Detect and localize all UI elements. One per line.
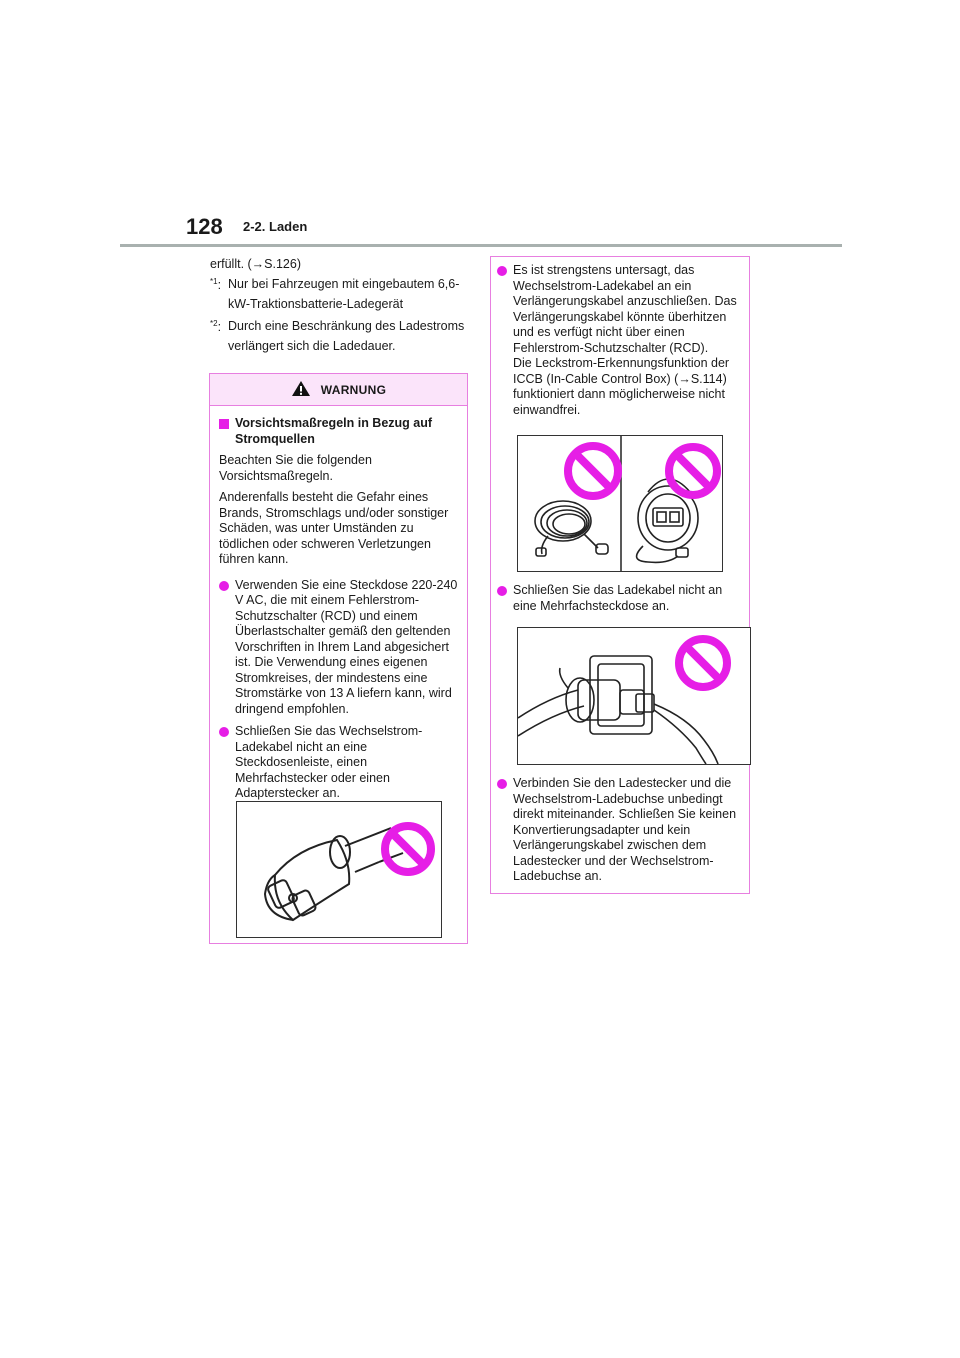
bullet-text: Schließen Sie das Ladekabel nicht an eine Mehrfachsteckdose an. <box>513 583 723 613</box>
section-title: 2-2. Laden <box>243 219 308 234</box>
warning-body <box>210 406 467 802</box>
bullet-row <box>497 583 745 614</box>
warning-header <box>210 374 467 406</box>
footnote-2 <box>210 316 472 356</box>
bullet-row <box>497 263 745 418</box>
multi-socket-figure <box>517 627 751 765</box>
page-number: 128 <box>186 214 223 239</box>
warning-heading <box>219 416 458 447</box>
circle-bullet-icon <box>497 586 507 596</box>
intro-line: erfüllt. (→S.126) <box>210 257 302 271</box>
footnote-mark: $^{*2}$: <box>210 319 222 335</box>
right-bullet-2 <box>497 583 745 621</box>
extension-cord-figure <box>517 435 723 572</box>
warning-para: Anderenfalls besteht die Gefahr eines Brands, Stromschlags und/oder sonstiger Schäden, was unter Umständen zu tödlichen oder schweren Verletzungen führen kann. <box>219 490 449 566</box>
warning-title: WARNUNG <box>320 382 387 397</box>
bullet-text-main: Es ist strengstens untersagt, das Wechselstrom-Ladekabel an ein Verlängerungskabel anzuschließen. Das Verlängerungskabel könnte überhitzen und es verfügt nicht über einen Fehlerstrom-Schutzschalter (RCD). <box>513 263 737 355</box>
bullet-text: Verbinden Sie den Ladestecker und die Wechselstrom-Ladebuchse unbedingt direkt miteinander. Schließen Sie keinen Konvertierungsadapter und kein Verlängerungskabel zwischen dem Ladestecker und der Wechselstrom-Ladebuchse an. <box>513 776 737 883</box>
right-bullet-1 <box>497 263 745 425</box>
bullet-row <box>497 776 745 885</box>
right-bullet-3 <box>497 776 745 892</box>
footnote-1 <box>210 274 472 314</box>
bullet-text: Verwenden Sie eine Steckdose 220-240 V AC, die mit einem Fehlerstrom-Schutzschalter (RCD) und einem Überlastschalter gemäß den geltenden Vorschriften in Ihrem Land abgesichert ist. Die Verwendung eines eigenen Stromkreises, der mindestens eine Stromstärke von 13 A liefern kann, wird dringend empfohlen. <box>235 577 458 716</box>
prohibition-icon <box>568 446 618 496</box>
footnote-text: Durch eine Beschränkung des Ladestroms verlängert sich die Ladedauer. <box>228 319 465 353</box>
intro-text <box>210 256 472 356</box>
adapter-plug-figure <box>236 801 442 938</box>
circle-bullet-icon <box>219 581 229 591</box>
prohibition-icon <box>679 639 727 687</box>
warning-heading-text: Vorsichtsmaßregeln in Bezug auf Stromquellen <box>235 416 433 446</box>
warning-para: Beachten Sie die folgenden Vorsichtsmaßregeln. <box>219 453 372 483</box>
bullet-text <box>513 263 745 418</box>
footnote-mark: $^{*1}$: <box>210 277 222 293</box>
footnote-text: Nur bei Fahrzeugen mit eingebautem 6,6-kW-Traktionsbatterie-Ladegerät <box>228 277 460 311</box>
prohibition-icon <box>669 447 717 495</box>
warning-bullet <box>219 578 458 718</box>
warning-triangle-icon <box>291 380 311 400</box>
bullet-text: Schließen Sie das Wechselstrom-Ladekabel nicht an eine Steckdosenleiste, einen Mehrfachstecker oder einen Adapterstecker an. <box>235 724 423 800</box>
prohibition-icon <box>385 826 431 872</box>
circle-bullet-icon <box>497 779 507 789</box>
square-bullet-icon <box>219 419 229 429</box>
bullet-text-extra: Die Leckstrom-Erkennungsfunktion der ICCB (In-Cable Control Box) (→S.114) funktioniert dann möglicherweise nicht einwandfrei. <box>513 356 730 417</box>
warning-bullet <box>219 724 458 802</box>
header-rule <box>120 244 842 247</box>
circle-bullet-icon <box>219 727 229 737</box>
circle-bullet-icon <box>497 266 507 276</box>
